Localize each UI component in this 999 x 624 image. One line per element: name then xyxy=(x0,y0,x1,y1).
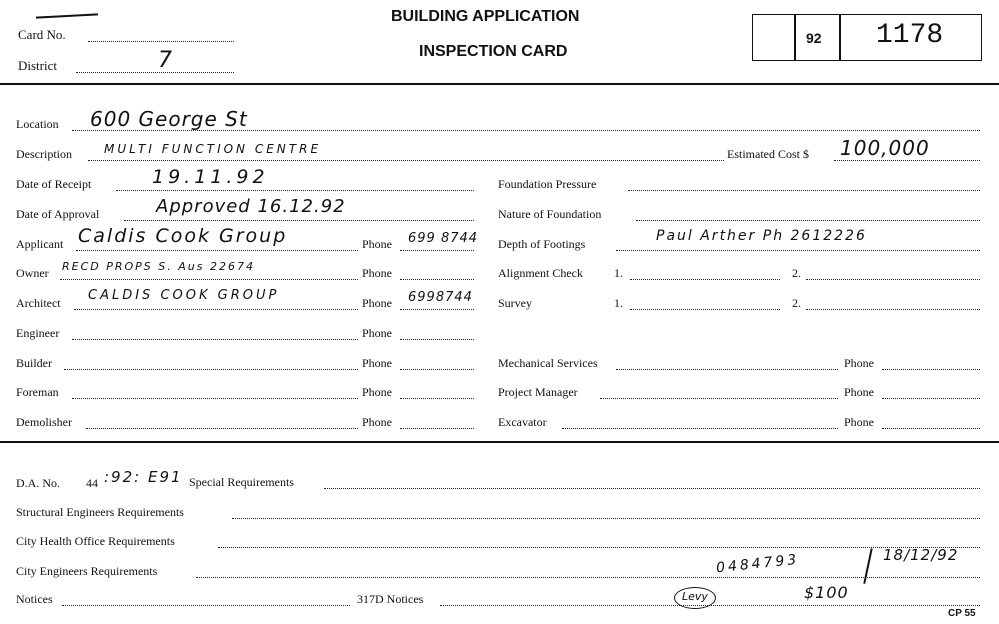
survey-n1: 1. xyxy=(614,296,623,310)
estimated-cost-label: Estimated Cost $ xyxy=(727,147,809,161)
card-no-mark xyxy=(36,13,98,18)
district-label: District xyxy=(18,58,57,73)
excavator-phone-line xyxy=(882,428,980,429)
location-label: Location xyxy=(16,117,59,131)
demolisher-label: Demolisher xyxy=(16,415,72,429)
mechanical-label: Mechanical Services xyxy=(498,356,598,370)
location-value: 600 George St xyxy=(90,107,248,131)
form-code: CP 55 xyxy=(948,608,976,619)
excavator-label: Excavator xyxy=(498,415,547,429)
foreman-phone-label: Phone xyxy=(362,385,392,399)
applicant-value: Caldis Cook Group xyxy=(78,225,288,247)
depth-footings-label: Depth of Footings xyxy=(498,237,586,251)
builder-phone-line xyxy=(400,369,474,370)
date-receipt-line xyxy=(116,190,474,191)
excavator-phone-label: Phone xyxy=(844,415,874,429)
date-receipt-value: 19.11.92 xyxy=(152,166,269,188)
special-requirements-line xyxy=(324,488,980,489)
da-prefix: 44 xyxy=(86,476,98,490)
project-manager-phone-line xyxy=(882,398,980,399)
mechanical-line xyxy=(616,369,838,370)
date-approval-label: Date of Approval xyxy=(16,207,100,221)
applicant-phone-label: Phone xyxy=(362,237,392,251)
engineer-phone-line xyxy=(400,339,474,340)
builder-label: Builder xyxy=(16,356,52,370)
card-no-line xyxy=(88,41,234,42)
architect-phone-value: 6998744 xyxy=(408,290,473,305)
health-label: City Health Office Requirements xyxy=(16,534,175,548)
project-manager-label: Project Manager xyxy=(498,385,578,399)
box-divider-1 xyxy=(794,14,796,61)
title-line-2: INSPECTION CARD xyxy=(419,43,568,60)
date-approval-line xyxy=(124,220,474,221)
foundation-pressure-line xyxy=(628,190,980,191)
nature-foundation-label: Nature of Foundation xyxy=(498,207,602,221)
engineer-label: Engineer xyxy=(16,326,60,340)
applicant-line xyxy=(76,250,358,251)
levy-amount: $100 xyxy=(804,583,849,602)
title-line-1: BUILDING APPLICATION xyxy=(391,8,580,25)
survey-line-1 xyxy=(630,309,780,310)
card-number: 1178 xyxy=(876,20,944,51)
owner-value: RECD PROPS S. Aus 22674 xyxy=(62,260,255,273)
card-prefix: 92 xyxy=(806,30,822,46)
demolisher-phone-label: Phone xyxy=(362,415,392,429)
applicant-label: Applicant xyxy=(16,237,64,251)
foreman-line xyxy=(72,398,358,399)
description-label: Description xyxy=(16,147,72,161)
project-manager-phone-label: Phone xyxy=(844,385,874,399)
city-engineers-value: 0484793 xyxy=(715,551,800,577)
foundation-pressure-label: Foundation Pressure xyxy=(498,177,597,191)
foreman-label: Foreman xyxy=(16,385,59,399)
demolisher-line xyxy=(86,428,358,429)
engineer-line xyxy=(72,339,358,340)
builder-line xyxy=(64,369,358,370)
owner-label: Owner xyxy=(16,266,49,280)
notices-317-label: 317D Notices xyxy=(357,592,424,606)
engineer-phone-label: Phone xyxy=(362,326,392,340)
applicant-phone-value: 699 8744 xyxy=(408,231,479,246)
box-divider-2 xyxy=(839,14,841,61)
description-line xyxy=(88,160,724,161)
section-rule xyxy=(0,441,999,443)
da-label: D.A. No. xyxy=(16,476,60,490)
notices-label: Notices xyxy=(16,592,53,606)
da-value: :92: E91 xyxy=(104,468,183,486)
nature-foundation-line xyxy=(636,220,980,221)
description-value: MULTI FUNCTION CENTRE xyxy=(104,142,322,156)
depth-footings-line xyxy=(616,250,980,251)
alignment-check-line-1 xyxy=(630,279,780,280)
applicant-phone-line xyxy=(400,250,474,251)
city-engineers-slash xyxy=(863,548,872,584)
architect-phone-line xyxy=(400,309,474,310)
owner-phone-label: Phone xyxy=(362,266,392,280)
estimated-cost-value: 100,000 xyxy=(840,136,930,160)
demolisher-phone-line xyxy=(400,428,474,429)
city-engineers-label: City Engineers Requirements xyxy=(16,564,158,578)
alignment-check-label: Alignment Check xyxy=(498,266,583,280)
card-no-label: Card No. xyxy=(18,27,66,42)
health-line xyxy=(218,547,980,548)
district-line xyxy=(76,72,234,73)
builder-phone-label: Phone xyxy=(362,356,392,370)
alignment-check-n2: 2. xyxy=(792,266,801,280)
structural-line xyxy=(232,518,980,519)
survey-n2: 2. xyxy=(792,296,801,310)
project-manager-line xyxy=(600,398,838,399)
date-receipt-label: Date of Receipt xyxy=(16,177,92,191)
estimated-cost-line xyxy=(834,160,980,161)
architect-value: CALDIS COOK GROUP xyxy=(88,288,280,303)
architect-phone-label: Phone xyxy=(362,296,392,310)
depth-footings-value: Paul Arther Ph 2612226 xyxy=(656,228,867,244)
card-number-box xyxy=(752,14,982,61)
alignment-check-n1: 1. xyxy=(614,266,623,280)
survey-line-2 xyxy=(806,309,980,310)
survey-label: Survey xyxy=(498,296,532,310)
mechanical-phone-line xyxy=(882,369,980,370)
excavator-line xyxy=(562,428,838,429)
special-requirements-label: Special Requirements xyxy=(189,475,294,489)
foreman-phone-line xyxy=(400,398,474,399)
owner-phone-line xyxy=(400,279,474,280)
district-value: 7 xyxy=(158,48,173,73)
notices-line xyxy=(62,605,350,606)
mechanical-phone-label: Phone xyxy=(844,356,874,370)
structural-label: Structural Engineers Requirements xyxy=(16,505,184,519)
alignment-check-line-2 xyxy=(806,279,980,280)
owner-line xyxy=(60,279,358,280)
city-engineers-line xyxy=(196,577,980,578)
city-engineers-date: 18/12/92 xyxy=(883,546,959,564)
header-rule xyxy=(0,83,999,85)
date-approval-value: Approved 16.12.92 xyxy=(156,196,346,217)
architect-line xyxy=(74,309,358,310)
levy-value: Levy xyxy=(682,590,708,603)
architect-label: Architect xyxy=(16,296,61,310)
